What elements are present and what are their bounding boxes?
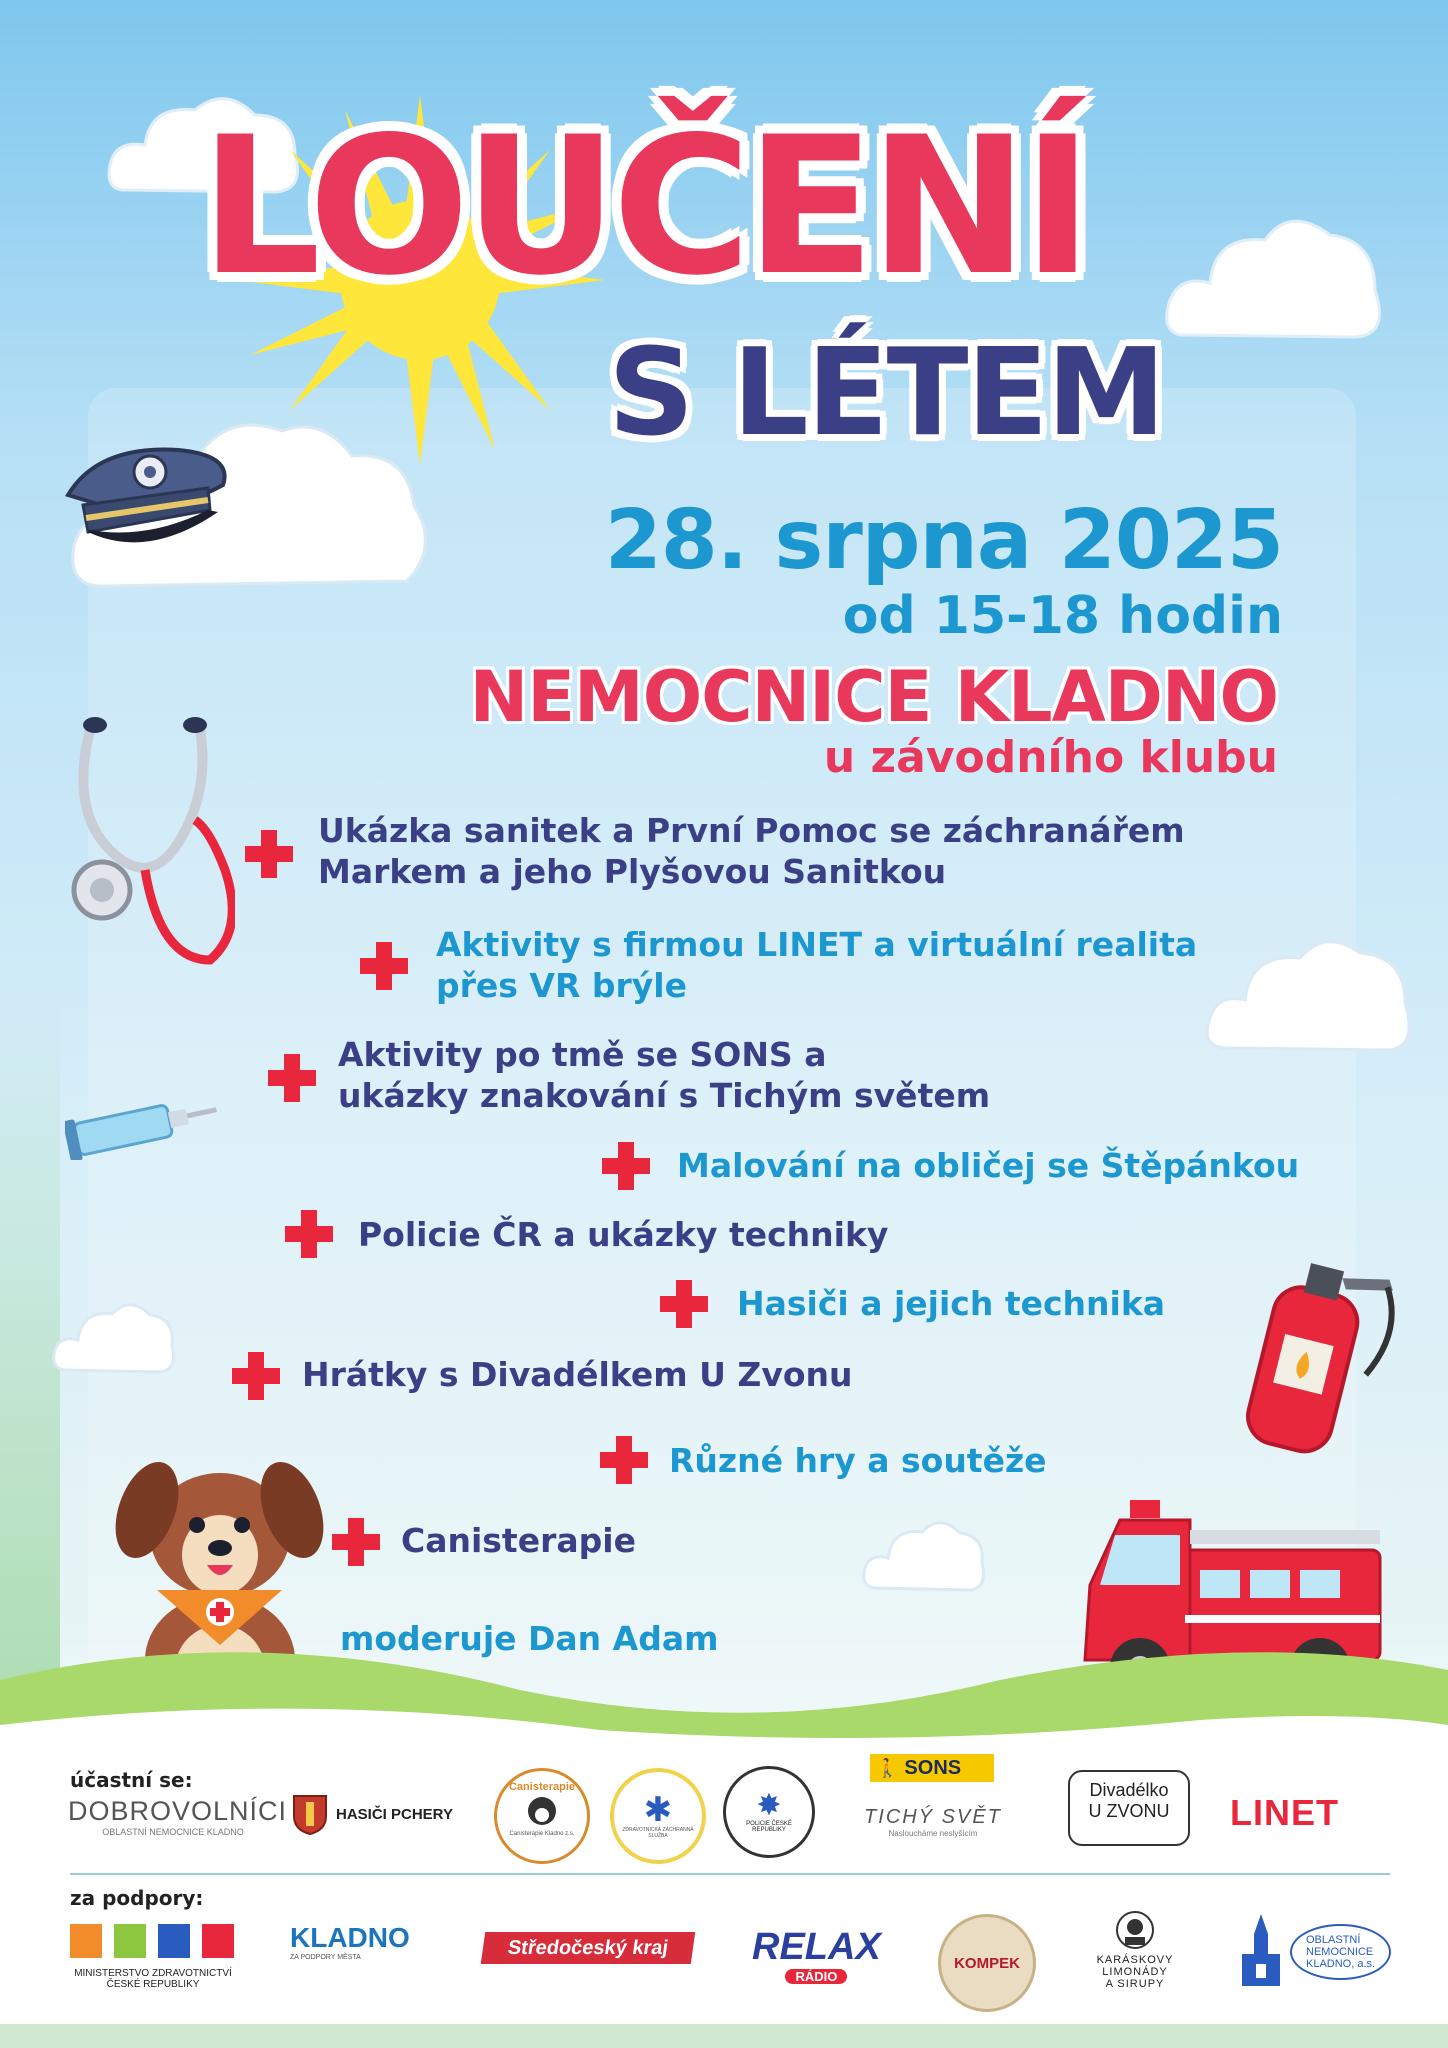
event-time: od 15-18 hodin: [842, 586, 1283, 646]
logo-tichy-svet: TICHÝ SVĚT Nasloucháme neslyšícím: [864, 1806, 1002, 1838]
logo-oblastni-nemocnice: OBLASTNÍ NEMOCNICE KLADNO, a.s.: [1236, 1914, 1391, 1990]
logo-linet: LINET: [1230, 1792, 1339, 1833]
logo-dobrovolnici: DOBROVOLNÍCI OBLASTNÍ NEMOCNICE KLADNO: [68, 1796, 288, 1837]
logo-divadelko: Divadélko U ZVONU: [1068, 1770, 1190, 1846]
program-item-1: Ukázka sanitek a První Pomoc se záchranářem Markem a jeho Plyšovou Sanitkou: [318, 811, 1185, 891]
event-venue-sub: u závodního klubu: [823, 732, 1278, 783]
program-item-2: Aktivity s firmou LINET a virtuální realita přes VR brýle: [436, 925, 1198, 1005]
fire-extinguisher-icon: [1220, 1240, 1395, 1460]
cloud-left-low: [50, 1290, 180, 1380]
cross-icon: [268, 1054, 316, 1102]
cross-icon: [285, 1210, 333, 1258]
logo-sons: 🚶 SONS: [870, 1754, 994, 1782]
participants-label: účastní se:: [70, 1768, 193, 1792]
logo-policie: ✸ POLICIE ČESKÉ REPUBLIKY: [723, 1766, 815, 1858]
program-item-6: Hasiči a jejich technika: [737, 1284, 1166, 1323]
cloud-top-right: [1160, 195, 1390, 355]
coat-of-arms-icon: [290, 1792, 330, 1836]
logo-stredocesky-kraj: Středočeský kraj: [481, 1932, 695, 1964]
portrait-icon: [1115, 1910, 1155, 1950]
program-item-8: Různé hry a soutěže: [669, 1441, 1047, 1480]
bottom-strip: [0, 2024, 1448, 2048]
cloud-right-mid: [1200, 918, 1420, 1068]
program-item-7: Hrátky s Divadélkem U Zvonu: [302, 1355, 853, 1394]
dog-logo-icon: [522, 1793, 562, 1827]
cross-icon: [660, 1280, 708, 1328]
logo-zachranna-sluzba: ✱ ZDRAVOTNICKÁ ZÁCHRANNÁ SLUŽBA: [610, 1768, 706, 1864]
mzcr-emblem-icon: [68, 1918, 238, 1964]
green-hill: [0, 1610, 1448, 1750]
logo-relax-radio: RELAX RÁDIO: [752, 1926, 881, 1984]
logo-hasici-pchery: HASIČI PCHERY: [290, 1792, 453, 1836]
supporters-label: za podpory:: [70, 1886, 204, 1910]
police-cap-icon: [58, 440, 233, 560]
cross-icon: [360, 942, 408, 990]
police-star-icon: ✸: [756, 1788, 782, 1823]
logo-karaskovy: KARÁSKOVY LIMONÁDY A SIRUPY: [1080, 1910, 1190, 1990]
logo-area: [0, 1740, 1448, 2048]
cross-icon: [600, 1436, 648, 1484]
cross-icon: [232, 1352, 280, 1400]
logo-kompek: KOMPEK: [938, 1914, 1036, 2012]
cross-icon: [332, 1518, 380, 1566]
walking-person-icon: 🚶: [876, 1757, 899, 1779]
church-tower-icon: [1236, 1914, 1286, 1990]
syringe-icon: [65, 1090, 220, 1160]
stethoscope-icon: [60, 690, 235, 980]
cross-icon: [245, 830, 293, 878]
program-item-5: Policie ČR a ukázky techniky: [358, 1215, 889, 1254]
logo-canisterapie: Canisterapie Canisterapie Kladno z.s.: [494, 1768, 590, 1864]
title-main: LOUČENÍ: [200, 96, 1088, 317]
program-item-4: Malování na obličej se Štěpánkou: [677, 1146, 1300, 1185]
moderator: moderuje Dan Adam: [340, 1619, 719, 1658]
logo-mzcr: MINISTERSTVO ZDRAVOTNICTVÍ ČESKÉ REPUBLIKY: [68, 1918, 238, 1990]
cloud-right-low: [860, 1508, 990, 1598]
logo-kladno: KLADNO ZA PODPORY MĚSTA: [290, 1922, 410, 1961]
title-sub: S LÉTEM: [608, 324, 1164, 463]
event-venue: NEMOCNICE KLADNO: [469, 656, 1278, 738]
cross-icon: [602, 1142, 650, 1190]
program-item-3: Aktivity po tmě se SONS a ukázky znakování s Tichým světem: [338, 1035, 991, 1115]
event-date: 28. srpna 2025: [604, 493, 1283, 588]
program-item-9: Canisterapie: [401, 1521, 636, 1560]
separator: [70, 1873, 1390, 1875]
star-of-life-icon: ✱: [643, 1790, 673, 1830]
